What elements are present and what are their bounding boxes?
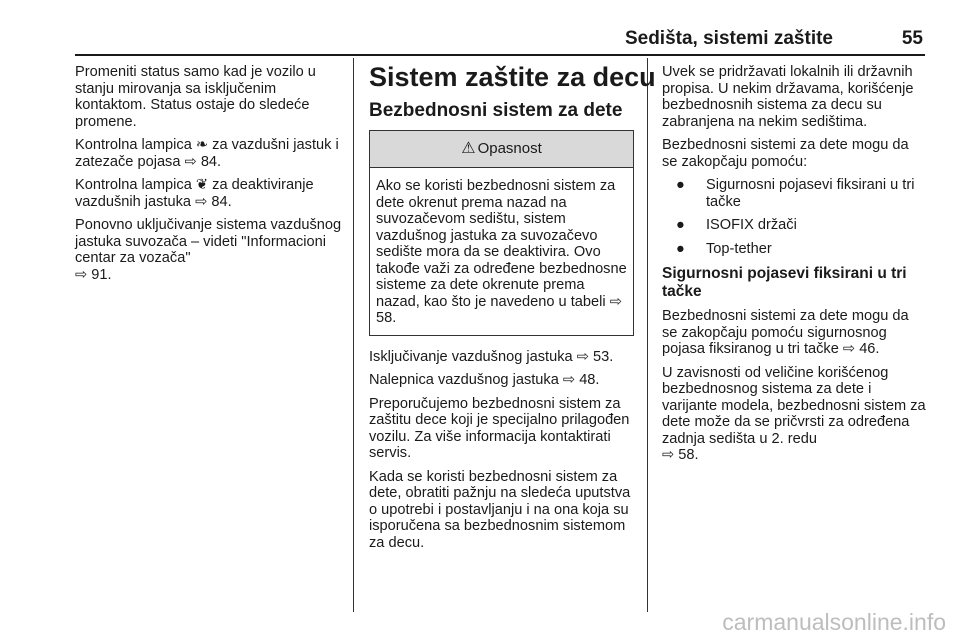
- page-reference-link[interactable]: ⇨ 84.: [184, 153, 222, 170]
- paragraph: Uvek se pridržavati lokalnih ili državnih propisa. U nekim državama, korišćenje bezbednosnih sistema za decu su zabranjena na nekim sedištima.: [662, 64, 914, 130]
- header-divider: [75, 54, 925, 56]
- list-item-text: Top-tether: [706, 240, 772, 257]
- paragraph-text: Kontrolna lampica: [75, 137, 196, 153]
- airbag-off-indicator-icon: ❦: [195, 177, 209, 193]
- list-item: [662, 177, 927, 210]
- paragraph-text: Nalepnica vazdušnog jastuka: [369, 372, 559, 388]
- paragraph: [662, 308, 927, 358]
- paragraph: Bezbednosni sistemi za dete mogu da se zakopčaju pomoću:: [662, 137, 909, 170]
- paragraph-text: U zavisnosti od veličine korišćenog bezbednosnog sistema za dete i varijante modela, bezbednosni sistem za dete može da se pričvrsti za određena zadnja sedišta u 2. redu: [662, 364, 926, 447]
- paragraph: Preporučujemo bezbednosni sistem za zaštitu dece koji je specijalno prilagođen vozilu. Za više informacija kontaktirati servis.: [369, 395, 630, 461]
- paragraph: Kada se koristi bezbednosni sistem za dete, obratiti pažnju na sledeća uputstva o upotrebi i postavljanju i na ona koja su isporučena sa bezbednosnim sistemom za decu.: [369, 468, 631, 551]
- column-divider-1: [353, 58, 354, 612]
- column-2: [369, 62, 656, 558]
- paragraph-text: za vazdušni jastuk i zatezače pojasa: [75, 137, 339, 170]
- section-title: Sedišta, sistemi zaštite: [624, 28, 833, 49]
- column-1: [75, 64, 343, 290]
- paragraph: [75, 217, 343, 283]
- warning-icon: ⚠: [461, 139, 476, 157]
- airbag-indicator-icon: ❧: [195, 137, 209, 153]
- page-reference-link[interactable]: ⇨ 48.: [562, 372, 600, 388]
- page-reference-link[interactable]: ⇨ 46.: [842, 341, 880, 357]
- subsection-heading: Sigurnosni pojasevi fiksirani u tri tačke: [662, 265, 907, 300]
- paragraph-text: Kontrolna lampica: [75, 177, 196, 193]
- paragraph: [369, 372, 634, 389]
- page-number: 55: [901, 28, 923, 49]
- list-item: [662, 217, 927, 234]
- page-reference-link[interactable]: ⇨ 58.: [376, 293, 622, 326]
- paragraph-text: Bezbednosni sistemi za dete mogu da se zakopčaju pomoću sigurnosnog pojasa fiksiranog u tri tačke: [662, 308, 909, 357]
- bullet-list: [662, 177, 927, 257]
- bullet-icon: ●: [676, 240, 685, 257]
- site-watermark: carmanualsonline.info: [722, 609, 946, 635]
- list-item: [662, 241, 927, 258]
- subsection-heading: Bezbednosni sistem za dete: [369, 100, 623, 121]
- page-reference-link[interactable]: ⇨ 58.: [662, 447, 699, 463]
- page-reference-link[interactable]: ⇨ 53.: [576, 348, 614, 365]
- paragraph: [75, 177, 343, 210]
- column-divider-2: [647, 58, 648, 612]
- paragraph-text: Ponovno uključivanje sistema vazdušnog jastuka suvozača – videti "Informacioni centar za vozača": [75, 217, 342, 266]
- paragraph-text: za deaktiviranje vazdušnih jastuka: [75, 177, 314, 210]
- paragraph: Promeniti status samo kad je vozilo u stanju mirovanja sa isključenim kontaktom. Status ostaje do sledeće promene.: [75, 64, 316, 130]
- paragraph: [369, 349, 634, 366]
- paragraph-text: Isključivanje vazdušnog jastuka: [369, 348, 573, 365]
- section-heading: Sistem zaštite za decu: [369, 62, 656, 92]
- warning-body: [370, 168, 633, 335]
- page-header: [75, 28, 925, 52]
- danger-warning-box: [369, 130, 634, 336]
- bullet-icon: ●: [676, 217, 685, 233]
- page-reference-link[interactable]: ⇨ 91.: [75, 266, 112, 283]
- warning-text: Ako se koristi bezbednosni sistem za dete okrenut prema nazad na suvozačevom sedištu, sistem vazdušnog jastuka za suvozačevo sedište mora da se deaktivira. Ovo takođe važi za određene bezbednosne sisteme za dete okrenute prema nazad, kao što je navedeno u tabeli: [376, 178, 627, 310]
- warning-header: [370, 131, 633, 168]
- paragraph: [75, 137, 343, 170]
- warning-label: Opasnost: [477, 139, 542, 157]
- page-reference-link[interactable]: ⇨ 84.: [195, 193, 232, 210]
- list-item-text: Sigurnosni pojasevi fiksirani u tri tačke: [706, 177, 915, 210]
- bullet-icon: ●: [676, 177, 685, 193]
- paragraph: [662, 365, 927, 464]
- list-item-text: ISOFIX držači: [706, 217, 797, 233]
- column-3: [662, 64, 927, 471]
